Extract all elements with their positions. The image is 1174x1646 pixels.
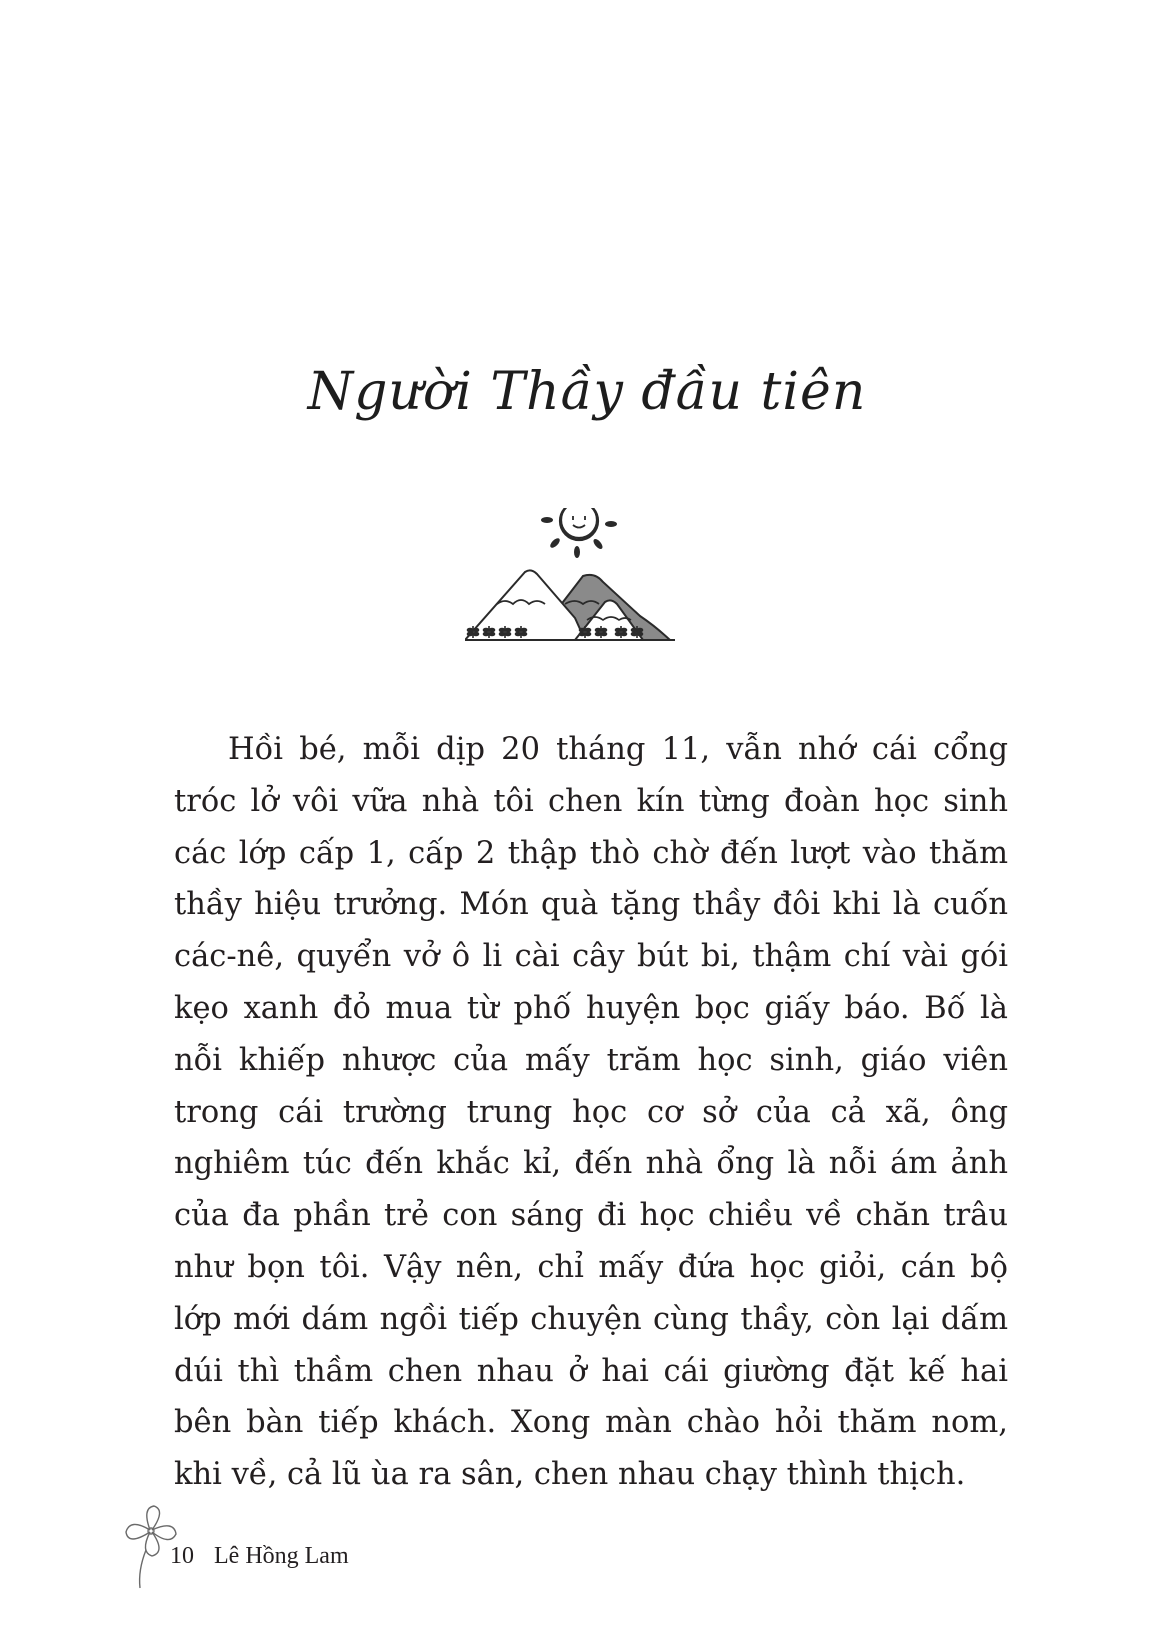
- page-footer: [170, 1543, 349, 1570]
- sun-over-mountains-illustration: [465, 508, 715, 683]
- sun-rays-icon: [541, 508, 617, 558]
- page-number: 10: [170, 1543, 194, 1569]
- mountains-icon: [465, 570, 675, 640]
- body-paragraph: Hồi bé, mỗi dịp 20 tháng 11, vẫn nhớ cái cổng tróc lở vôi vữa nhà tôi chen kín từng đoàn học sinh các lớp cấp 1, cấp 2 thập thò chờ đến lượt vào thăm thầy hiệu trưởng. Món quà tặng thầy đôi khi là cuốn các-nê, quyển vở ô li cài cây bút bi, thậm chí vài gói kẹo xanh đỏ mua từ phố huyện bọc giấy báo. Bố là nỗi khiếp nhược của mấy trăm học sinh, giáo viên trong cái trường trung học cơ sở của cả xã, ông nghiêm túc đến khắc kỉ, đến nhà ổng là nỗi ám ảnh của đa phần trẻ con sáng đi học chiều về chăn trâu như bọn tôi. Vậy nên, chỉ mấy đứa học giỏi, cán bộ lớp mới dám ngồi tiếp chuyện cùng thầy, còn lại dấm dúi thì thầm chen nhau ở hai cái giường đặt kế hai bên bàn tiếp khách. Xong màn chào hỏi thăm nom, khi về, cả lũ ùa ra sân, chen nhau chạy thình thịch.: [174, 732, 1008, 1493]
- author-name: Lê Hồng Lam: [214, 1543, 349, 1569]
- sun-icon: [561, 508, 597, 538]
- chapter-title: Người Thầy đầu tiên: [307, 362, 867, 422]
- sun-face-icon: [560, 508, 598, 540]
